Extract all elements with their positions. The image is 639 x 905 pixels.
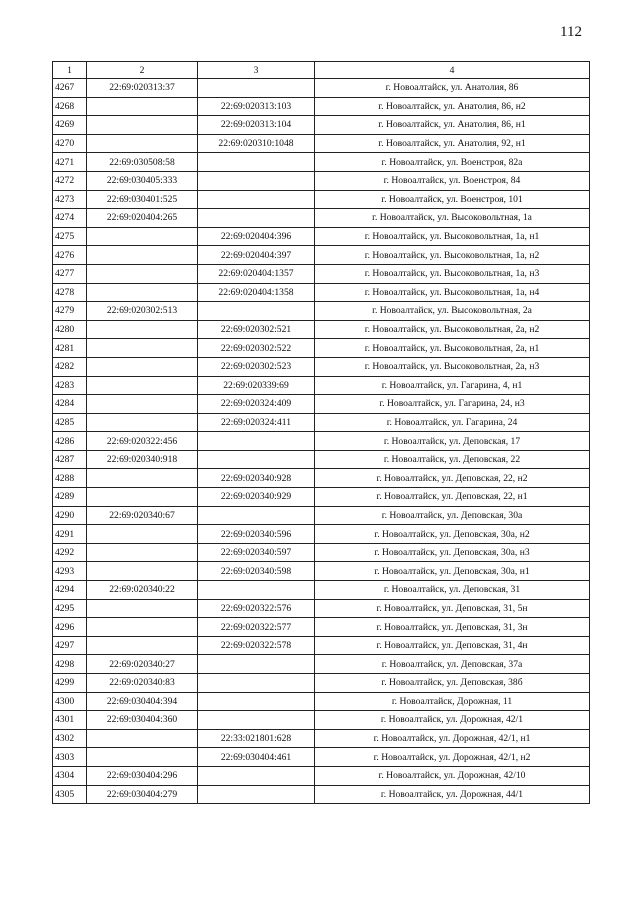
- address-cell: г. Новоалтайск, ул. Деповская, 30а: [315, 506, 590, 525]
- row-number-cell: 4295: [53, 599, 87, 618]
- building-cadastral-cell: 22:69:030404:461: [198, 748, 315, 767]
- row-number-cell: 4268: [53, 97, 87, 116]
- land-cadastral-cell: [87, 320, 198, 339]
- table-row: [53, 785, 590, 804]
- row-number-cell: 4270: [53, 134, 87, 153]
- building-cadastral-cell: 22:69:020340:598: [198, 562, 315, 581]
- row-number-cell: 4291: [53, 525, 87, 544]
- address-cell: г. Новоалтайск, ул. Высоковольтная, 2а, н3: [315, 357, 590, 376]
- building-cadastral-cell: 22:69:020302:523: [198, 357, 315, 376]
- building-cadastral-cell: [198, 209, 315, 228]
- land-cadastral-cell: 22:69:020340:27: [87, 655, 198, 674]
- address-cell: г. Новоалтайск, ул. Высоковольтная, 1а, н2: [315, 246, 590, 265]
- table-row: [53, 432, 590, 451]
- row-number-cell: 4284: [53, 395, 87, 414]
- building-cadastral-cell: 22:33:021801:628: [198, 729, 315, 748]
- table-row: [53, 655, 590, 674]
- table-row: [53, 692, 590, 711]
- land-cadastral-cell: [87, 97, 198, 116]
- land-cadastral-cell: 22:69:030404:279: [87, 785, 198, 804]
- address-cell: г. Новоалтайск, ул. Деповская, 31, 5н: [315, 599, 590, 618]
- building-cadastral-cell: [198, 766, 315, 785]
- row-number-cell: 4279: [53, 302, 87, 321]
- address-cell: г. Новоалтайск, ул. Высоковольтная, 1а, н1: [315, 227, 590, 246]
- table-row: [53, 711, 590, 730]
- row-number-cell: 4277: [53, 264, 87, 283]
- land-cadastral-cell: [87, 469, 198, 488]
- building-cadastral-cell: 22:69:020302:521: [198, 320, 315, 339]
- table-row: [53, 562, 590, 581]
- address-cell: г. Новоалтайск, ул. Деповская, 38б: [315, 674, 590, 693]
- address-cell: г. Новоалтайск, ул. Гагарина, 24, н3: [315, 395, 590, 414]
- building-cadastral-cell: 22:69:020404:396: [198, 227, 315, 246]
- table-row: [53, 729, 590, 748]
- building-cadastral-cell: 22:69:020404:397: [198, 246, 315, 265]
- row-number-cell: 4299: [53, 674, 87, 693]
- building-cadastral-cell: [198, 190, 315, 209]
- land-cadastral-cell: [87, 283, 198, 302]
- table-row: [53, 283, 590, 302]
- address-cell: г. Новоалтайск, ул. Дорожная, 42/1, н2: [315, 748, 590, 767]
- address-cell: г. Новоалтайск, ул. Военстроя, 101: [315, 190, 590, 209]
- table-row: [53, 506, 590, 525]
- building-cadastral-cell: [198, 302, 315, 321]
- header-col-3: 3: [198, 62, 315, 79]
- table-row: [53, 413, 590, 432]
- row-number-cell: 4301: [53, 711, 87, 730]
- row-number-cell: 4282: [53, 357, 87, 376]
- land-cadastral-cell: 22:69:020340:22: [87, 581, 198, 600]
- row-number-cell: 4290: [53, 506, 87, 525]
- address-cell: г. Новоалтайск, ул. Гагарина, 24: [315, 413, 590, 432]
- header-col-1: 1: [53, 62, 87, 79]
- row-number-cell: 4300: [53, 692, 87, 711]
- row-number-cell: 4297: [53, 636, 87, 655]
- address-cell: г. Новоалтайск, ул. Деповская, 22, н1: [315, 488, 590, 507]
- table-header: [53, 62, 590, 79]
- address-cell: г. Новоалтайск, ул. Высоковольтная, 2а, н2: [315, 320, 590, 339]
- row-number-cell: 4293: [53, 562, 87, 581]
- address-cell: г. Новоалтайск, ул. Анатолия, 92, н1: [315, 134, 590, 153]
- address-cell: г. Новоалтайск, ул. Высоковольтная, 2а, н1: [315, 339, 590, 358]
- row-number-cell: 4271: [53, 153, 87, 172]
- land-cadastral-cell: [87, 636, 198, 655]
- land-cadastral-cell: 22:69:030404:296: [87, 766, 198, 785]
- address-cell: г. Новоалтайск, ул. Высоковольтная, 1а, н3: [315, 264, 590, 283]
- building-cadastral-cell: 22:69:020322:576: [198, 599, 315, 618]
- building-cadastral-cell: [198, 692, 315, 711]
- address-cell: г. Новоалтайск, ул. Военстроя, 84: [315, 171, 590, 190]
- address-cell: г. Новоалтайск, ул. Анатолия, 86: [315, 79, 590, 98]
- table-row: [53, 153, 590, 172]
- row-number-cell: 4283: [53, 376, 87, 395]
- land-cadastral-cell: [87, 376, 198, 395]
- address-cell: г. Новоалтайск, ул. Дорожная, 42/1, н1: [315, 729, 590, 748]
- land-cadastral-cell: [87, 599, 198, 618]
- land-cadastral-cell: 22:69:030401:525: [87, 190, 198, 209]
- table-row: [53, 97, 590, 116]
- row-number-cell: 4273: [53, 190, 87, 209]
- table-row: [53, 636, 590, 655]
- address-cell: г. Новоалтайск, ул. Дорожная, 44/1: [315, 785, 590, 804]
- land-cadastral-cell: 22:69:020340:83: [87, 674, 198, 693]
- row-number-cell: 4298: [53, 655, 87, 674]
- row-number-cell: 4292: [53, 543, 87, 562]
- address-cell: г. Новоалтайск, ул. Гагарина, 4, н1: [315, 376, 590, 395]
- row-number-cell: 4267: [53, 79, 87, 98]
- address-cell: г. Новоалтайск, ул. Военстроя, 82а: [315, 153, 590, 172]
- land-cadastral-cell: 22:69:020340:918: [87, 450, 198, 469]
- row-number-cell: 4302: [53, 729, 87, 748]
- address-cell: г. Новоалтайск, ул. Анатолия, 86, н1: [315, 116, 590, 135]
- row-number-cell: 4274: [53, 209, 87, 228]
- table-row: [53, 227, 590, 246]
- header-row: [53, 62, 590, 79]
- table-row: [53, 376, 590, 395]
- land-cadastral-cell: [87, 264, 198, 283]
- row-number-cell: 4294: [53, 581, 87, 600]
- building-cadastral-cell: 22:69:020310:1048: [198, 134, 315, 153]
- land-cadastral-cell: [87, 525, 198, 544]
- address-cell: г. Новоалтайск, ул. Деповская, 30а, н1: [315, 562, 590, 581]
- row-number-cell: 4288: [53, 469, 87, 488]
- address-cell: г. Новоалтайск, ул. Деповская, 37а: [315, 655, 590, 674]
- row-number-cell: 4280: [53, 320, 87, 339]
- building-cadastral-cell: [198, 581, 315, 600]
- table-row: [53, 116, 590, 135]
- header-col-2: 2: [87, 62, 198, 79]
- row-number-cell: 4289: [53, 488, 87, 507]
- row-number-cell: 4304: [53, 766, 87, 785]
- building-cadastral-cell: 22:69:020302:522: [198, 339, 315, 358]
- building-cadastral-cell: 22:69:020404:1358: [198, 283, 315, 302]
- land-cadastral-cell: [87, 116, 198, 135]
- table-row: [53, 302, 590, 321]
- table-row: [53, 488, 590, 507]
- land-cadastral-cell: [87, 395, 198, 414]
- table-row: [53, 339, 590, 358]
- building-cadastral-cell: 22:69:020322:578: [198, 636, 315, 655]
- land-cadastral-cell: 22:69:020322:456: [87, 432, 198, 451]
- address-cell: г. Новоалтайск, ул. Высоковольтная, 2а: [315, 302, 590, 321]
- address-cell: г. Новоалтайск, ул. Деповская, 30а, н3: [315, 543, 590, 562]
- row-number-cell: 4287: [53, 450, 87, 469]
- building-cadastral-cell: 22:69:020313:104: [198, 116, 315, 135]
- building-cadastral-cell: [198, 79, 315, 98]
- address-cell: г. Новоалтайск, ул. Деповская, 22, н2: [315, 469, 590, 488]
- table-row: [53, 395, 590, 414]
- address-cell: г. Новоалтайск, ул. Деповская, 22: [315, 450, 590, 469]
- land-cadastral-cell: [87, 134, 198, 153]
- table-row: [53, 543, 590, 562]
- building-cadastral-cell: 22:69:020340:597: [198, 543, 315, 562]
- address-cell: г. Новоалтайск, ул. Анатолия, 86, н2: [315, 97, 590, 116]
- registry-table: [52, 61, 590, 804]
- building-cadastral-cell: 22:69:020324:411: [198, 413, 315, 432]
- building-cadastral-cell: 22:69:020340:928: [198, 469, 315, 488]
- row-number-cell: 4303: [53, 748, 87, 767]
- table-row: [53, 766, 590, 785]
- building-cadastral-cell: [198, 153, 315, 172]
- address-cell: г. Новоалтайск, ул. Высоковольтная, 1а, н4: [315, 283, 590, 302]
- land-cadastral-cell: 22:69:020302:513: [87, 302, 198, 321]
- table-row: [53, 469, 590, 488]
- table-row: [53, 79, 590, 98]
- address-cell: г. Новоалтайск, ул. Деповская, 17: [315, 432, 590, 451]
- building-cadastral-cell: [198, 674, 315, 693]
- address-cell: г. Новоалтайск, ул. Деповская, 31, 4н: [315, 636, 590, 655]
- building-cadastral-cell: 22:69:020339:69: [198, 376, 315, 395]
- land-cadastral-cell: 22:69:030508:58: [87, 153, 198, 172]
- land-cadastral-cell: [87, 488, 198, 507]
- land-cadastral-cell: 22:69:030404:360: [87, 711, 198, 730]
- land-cadastral-cell: 22:69:030405:333: [87, 171, 198, 190]
- building-cadastral-cell: 22:69:020404:1357: [198, 264, 315, 283]
- table-row: [53, 264, 590, 283]
- table-row: [53, 190, 590, 209]
- address-cell: г. Новоалтайск, ул. Деповская, 30а, н2: [315, 525, 590, 544]
- land-cadastral-cell: 22:69:020404:265: [87, 209, 198, 228]
- table-row: [53, 246, 590, 265]
- land-cadastral-cell: 22:69:030404:394: [87, 692, 198, 711]
- land-cadastral-cell: [87, 357, 198, 376]
- address-cell: г. Новоалтайск, Дорожная, 11: [315, 692, 590, 711]
- row-number-cell: 4285: [53, 413, 87, 432]
- row-number-cell: 4305: [53, 785, 87, 804]
- building-cadastral-cell: [198, 450, 315, 469]
- table-row: [53, 209, 590, 228]
- address-cell: г. Новоалтайск, ул. Дорожная, 42/1: [315, 711, 590, 730]
- building-cadastral-cell: [198, 432, 315, 451]
- table-body: [53, 79, 590, 804]
- table-row: [53, 320, 590, 339]
- table-row: [53, 618, 590, 637]
- land-cadastral-cell: [87, 618, 198, 637]
- land-cadastral-cell: [87, 543, 198, 562]
- building-cadastral-cell: [198, 711, 315, 730]
- building-cadastral-cell: [198, 655, 315, 674]
- row-number-cell: 4296: [53, 618, 87, 637]
- land-cadastral-cell: [87, 562, 198, 581]
- land-cadastral-cell: [87, 413, 198, 432]
- building-cadastral-cell: 22:69:020322:577: [198, 618, 315, 637]
- building-cadastral-cell: [198, 506, 315, 525]
- row-number-cell: 4281: [53, 339, 87, 358]
- land-cadastral-cell: [87, 227, 198, 246]
- land-cadastral-cell: [87, 729, 198, 748]
- building-cadastral-cell: [198, 785, 315, 804]
- table-row: [53, 581, 590, 600]
- table-row: [53, 450, 590, 469]
- row-number-cell: 4269: [53, 116, 87, 135]
- table-row: [53, 134, 590, 153]
- building-cadastral-cell: 22:69:020324:409: [198, 395, 315, 414]
- building-cadastral-cell: 22:69:020340:929: [198, 488, 315, 507]
- building-cadastral-cell: [198, 171, 315, 190]
- row-number-cell: 4286: [53, 432, 87, 451]
- land-cadastral-cell: [87, 246, 198, 265]
- page-number: 112: [560, 24, 582, 40]
- land-cadastral-cell: [87, 339, 198, 358]
- address-cell: г. Новоалтайск, ул. Деповская, 31: [315, 581, 590, 600]
- address-cell: г. Новоалтайск, ул. Дорожная, 42/10: [315, 766, 590, 785]
- table-row: [53, 599, 590, 618]
- table-row: [53, 171, 590, 190]
- address-cell: г. Новоалтайск, ул. Высоковольтная, 1а: [315, 209, 590, 228]
- building-cadastral-cell: 22:69:020340:596: [198, 525, 315, 544]
- building-cadastral-cell: 22:69:020313:103: [198, 97, 315, 116]
- land-cadastral-cell: 22:69:020340:67: [87, 506, 198, 525]
- header-col-4: 4: [315, 62, 590, 79]
- row-number-cell: 4276: [53, 246, 87, 265]
- table-row: [53, 525, 590, 544]
- land-cadastral-cell: 22:69:020313:37: [87, 79, 198, 98]
- table-row: [53, 748, 590, 767]
- address-cell: г. Новоалтайск, ул. Деповская, 31, 3н: [315, 618, 590, 637]
- row-number-cell: 4275: [53, 227, 87, 246]
- table-row: [53, 674, 590, 693]
- row-number-cell: 4272: [53, 171, 87, 190]
- row-number-cell: 4278: [53, 283, 87, 302]
- table-row: [53, 357, 590, 376]
- land-cadastral-cell: [87, 748, 198, 767]
